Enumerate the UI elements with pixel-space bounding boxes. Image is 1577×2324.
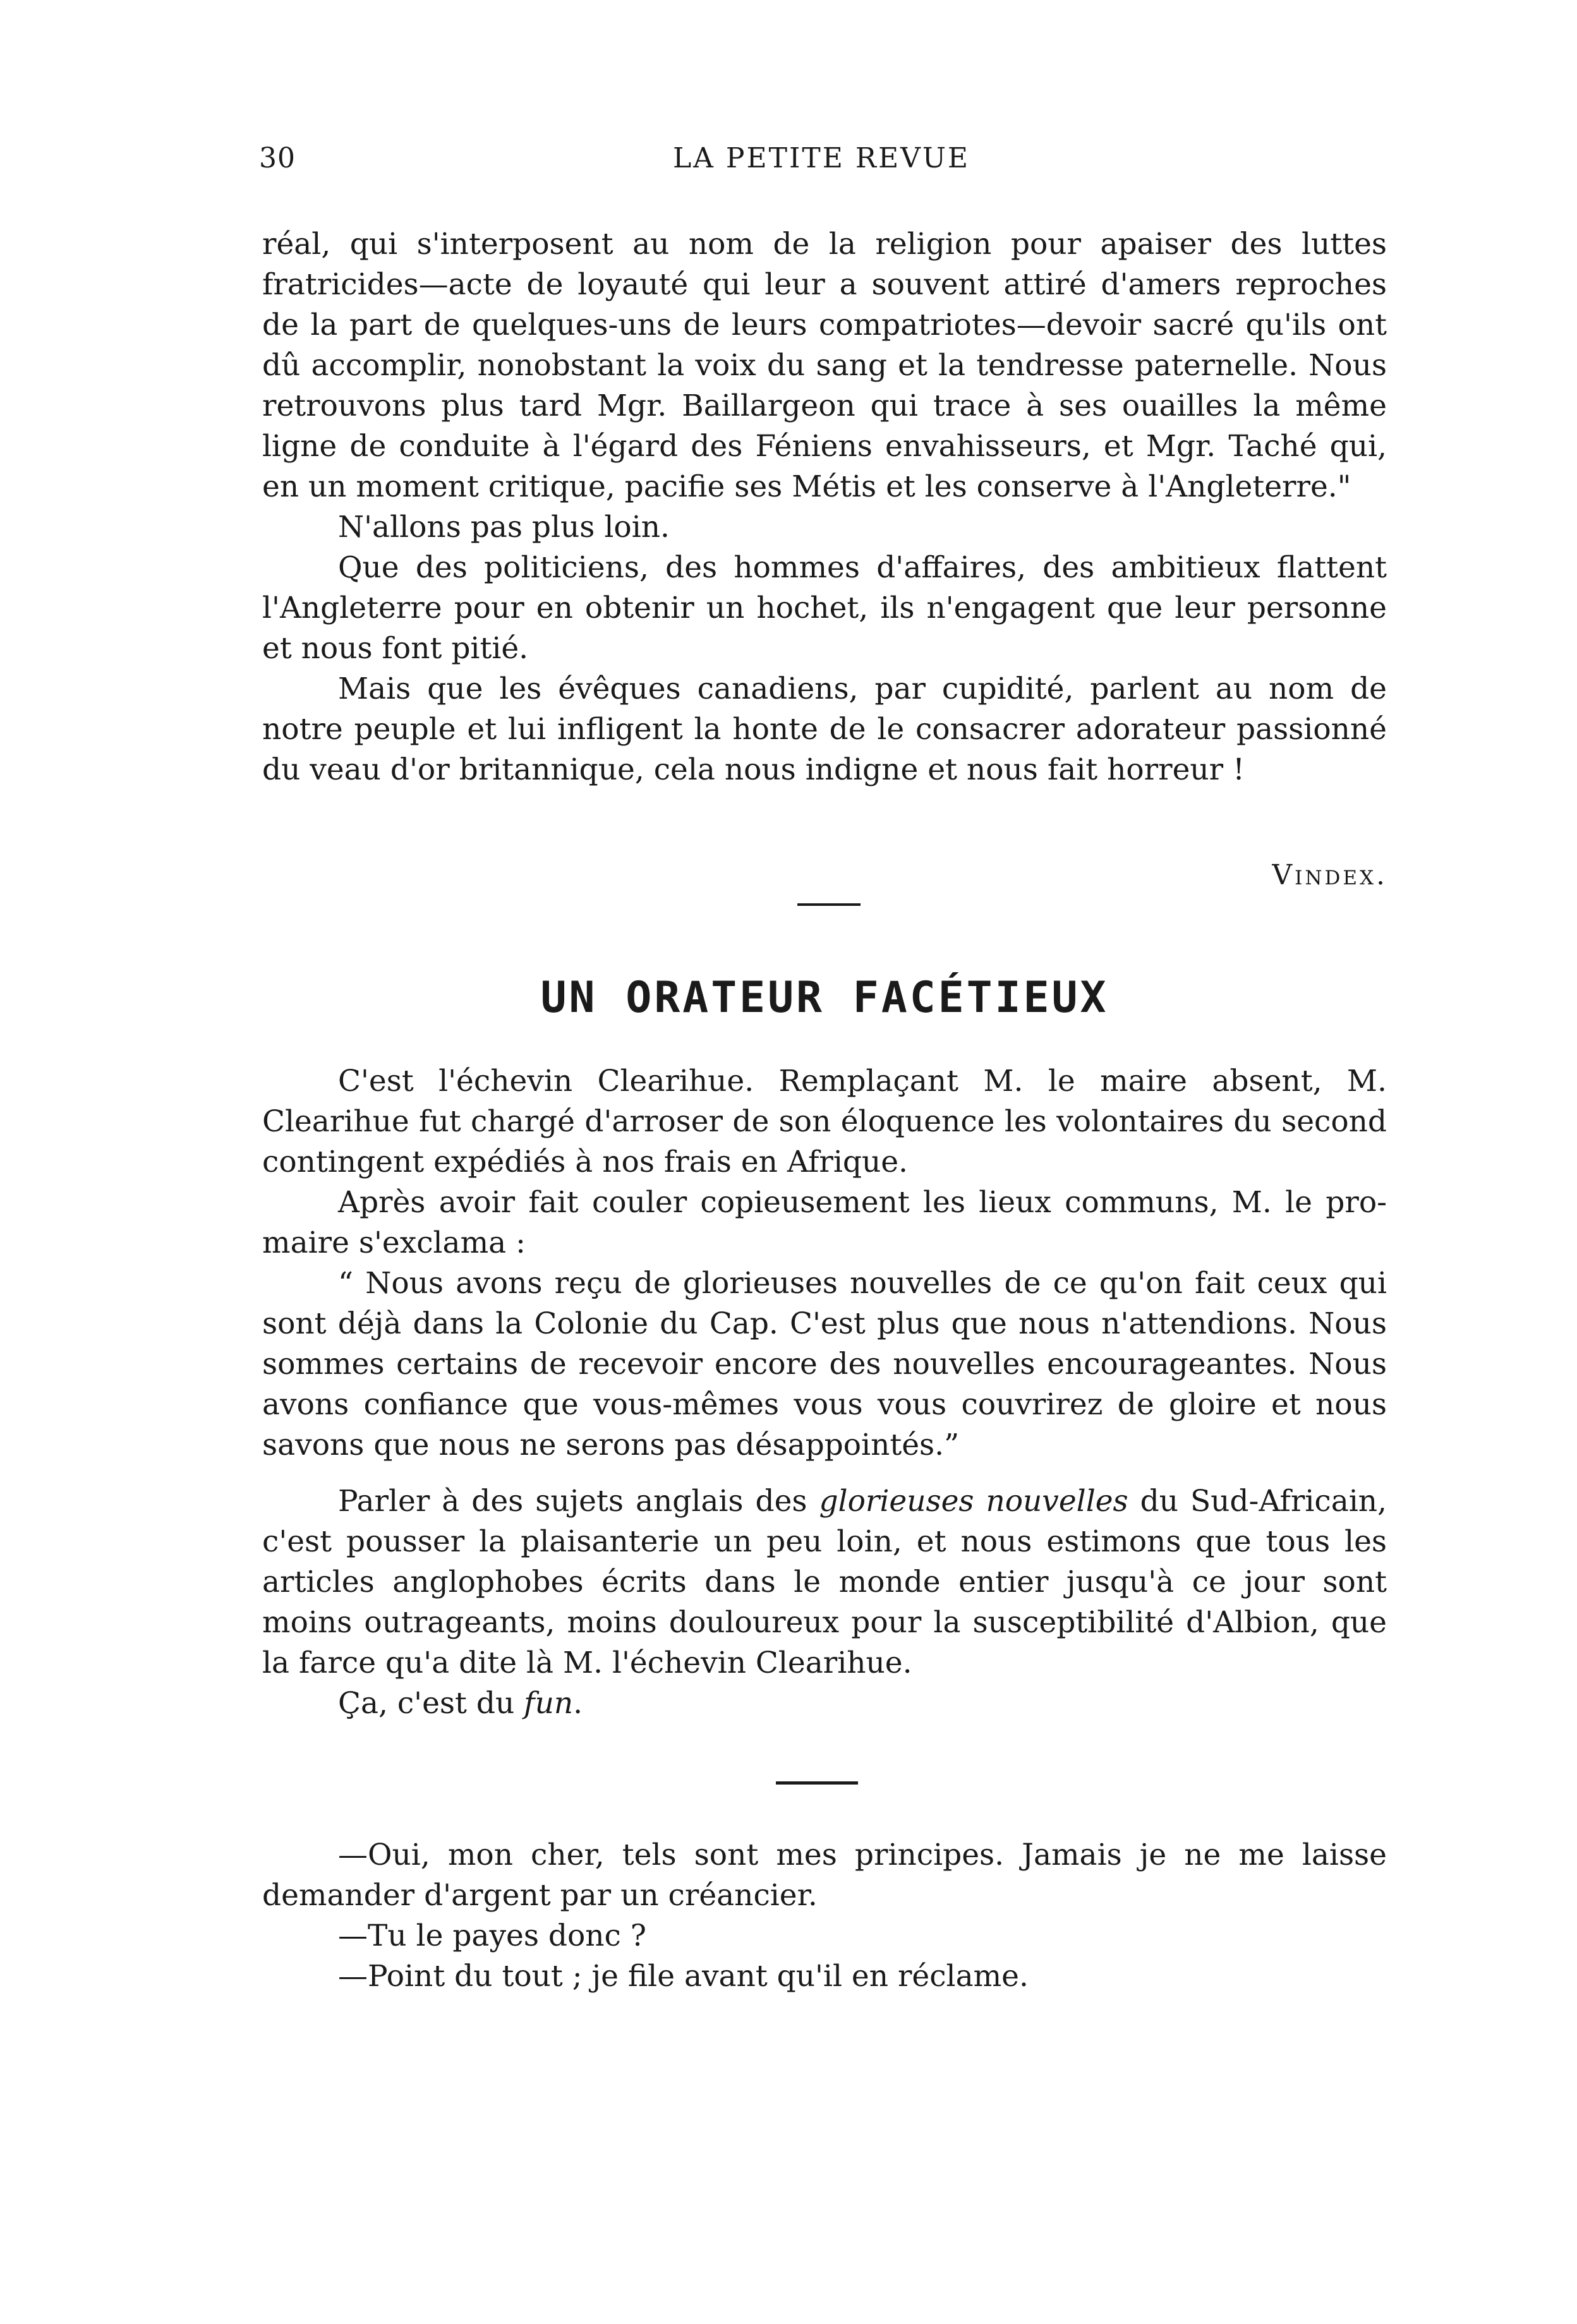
dialogue-line: —Oui, mon cher, tels sont mes principes. Jamais je ne me laisse demander d'argent par un créancier. bbox=[262, 1838, 1387, 1913]
paragraph: Mais que les évêques canadiens, par cupidité, parlent au nom de notre peuple et lui infligent la honte de le consacrer adorateur passionné du veau d'or britannique, cela nous indigne et nous fait horreur ! bbox=[262, 671, 1387, 787]
italic-phrase: glorieuses nouvelles bbox=[819, 1484, 1128, 1519]
paragraph: C'est l'échevin Clearihue. Remplaçant M. le maire absent, M. Clearihue fut chargé d'arroser de son éloquence les volontaires du second contingent expédiés à nos frais en Afrique. bbox=[262, 1064, 1387, 1179]
text-run: Parler à des sujets anglais des bbox=[338, 1484, 819, 1519]
article-commentary bbox=[262, 1481, 1387, 1724]
article-continuation bbox=[262, 224, 1387, 790]
paragraph: Après avoir fait couler copieusement les lieux communs, M. le pro-maire s'exclama : bbox=[262, 1185, 1387, 1260]
page-number: 30 bbox=[259, 142, 296, 174]
paragraph: réal, qui s'interposent au nom de la religion pour apaiser des luttes fratricides—acte de loyauté qui leur a souvent attiré d'amers reproches de la part de quelques-uns de leurs compatriotes—devoir sacré qu'ils ont dû accomplir, nonobstant la voix du sang et la tendresse paternelle. Nous retrouvons plus tard Mgr. Baillargeon qui trace à ses ouailles la même ligne de conduite à l'égard des Féniens envahisseurs, et Mgr. Taché qui, en un moment critique, pacifie ses Métis et les conserve à l'Angleterre." bbox=[262, 227, 1387, 504]
anecdote bbox=[262, 1835, 1387, 1997]
author-signature: Vindex. bbox=[1272, 859, 1387, 891]
article-title: UN ORATEUR FACÉTIEUX bbox=[540, 973, 1109, 1023]
paragraph bbox=[262, 1481, 1387, 1683]
separator-rule bbox=[776, 1781, 858, 1785]
paragraph: N'allons pas plus loin. bbox=[338, 510, 670, 545]
separator-dash bbox=[797, 903, 861, 906]
text-run: Ça, c'est du bbox=[338, 1686, 524, 1721]
article-body bbox=[262, 1061, 1387, 1466]
italic-word: fun bbox=[524, 1686, 574, 1721]
paragraph bbox=[262, 1683, 1387, 1724]
running-title: LA PETITE REVUE bbox=[672, 142, 970, 174]
dialogue-line: —Tu le payes donc ? bbox=[338, 1918, 646, 1953]
page-header bbox=[259, 142, 1384, 180]
text-run: du Sud-Africain, c'est pousser la plaisanterie un peu loin, et nous estimons que tous les articles anglophobes écrits dans le monde entier jusqu'à ce jour sont moins outrageants, moins douloureux pour la susceptibilité d'Albion, que la farce qu'a dite là M. l'échevin Clearihue. bbox=[262, 1484, 1387, 1680]
text-run: . bbox=[573, 1686, 583, 1721]
paragraph: Que des politiciens, des hommes d'affaires, des ambitieux flattent l'Angleterre pour en obtenir un hochet, ils n'engagent que leur personne et nous font pitié. bbox=[262, 550, 1387, 666]
dialogue-line: —Point du tout ; je file avant qu'il en réclame. bbox=[338, 1959, 1029, 1994]
quoted-speech: “ Nous avons reçu de glorieuses nouvelles de ce qu'on fait ceux qui sont déjà dans la Colonie du Cap. C'est plus que nous n'attendions. Nous sommes certains de recevoir encore des nouvelles encourageantes. Nous avons confiance que vous-mêmes vous vous couvrirez de gloire et nous savons que nous ne serons pas désappointés.” bbox=[262, 1266, 1387, 1462]
